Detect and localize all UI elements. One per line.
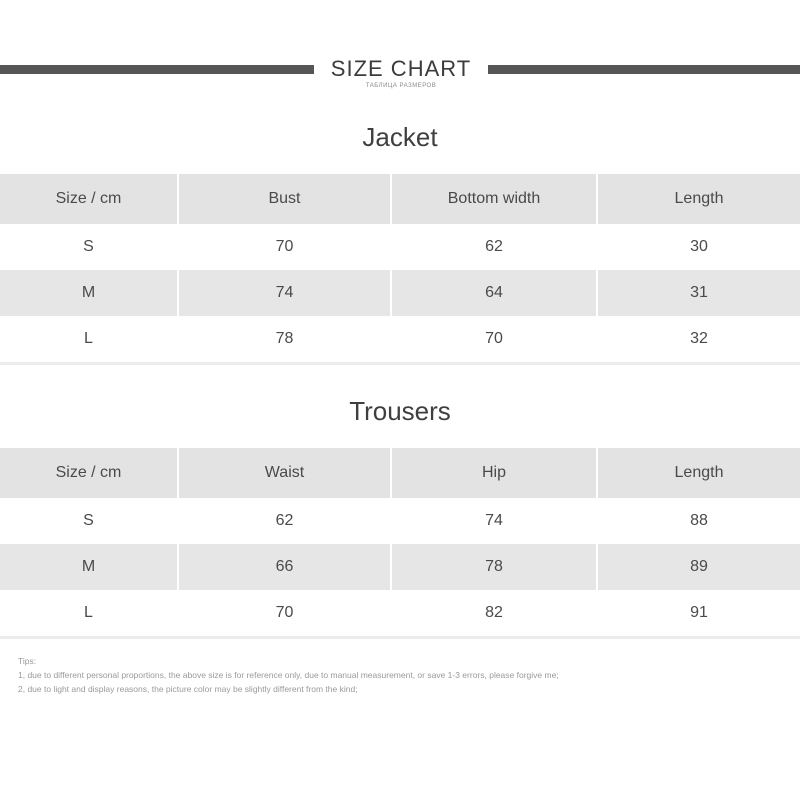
table-row <box>0 270 800 316</box>
size-cell: S <box>0 498 178 544</box>
trousers-size-table <box>0 448 800 639</box>
tips-line: 2, due to light and display reasons, the picture color may be slightly different from the kind; <box>18 684 358 694</box>
bottom-width-cell: 64 <box>391 270 597 316</box>
size-chart-header <box>0 56 800 96</box>
table-row <box>0 316 800 364</box>
size-cell: S <box>0 224 178 270</box>
hip-cell: 82 <box>391 590 597 638</box>
bust-cell: 78 <box>178 316 391 364</box>
column-header-size: Size / cm <box>0 448 178 498</box>
page-subtitle: ТАБЛИЦА РАЗМЕРОВ <box>365 83 437 89</box>
bust-cell: 74 <box>178 270 391 316</box>
bottom-width-cell: 70 <box>391 316 597 364</box>
table-row <box>0 590 800 638</box>
table-row <box>0 224 800 270</box>
column-header-waist: Waist <box>178 448 391 498</box>
column-header-length: Length <box>597 174 800 224</box>
hip-cell: 78 <box>391 544 597 590</box>
tips-heading: Tips: <box>18 656 37 666</box>
waist-cell: 62 <box>178 498 391 544</box>
table-row <box>0 498 800 544</box>
waist-cell: 70 <box>178 590 391 638</box>
table-header-row <box>0 448 800 498</box>
header-divider-left <box>0 65 314 74</box>
length-cell: 91 <box>597 590 800 638</box>
length-cell: 31 <box>597 270 800 316</box>
bottom-width-cell: 62 <box>391 224 597 270</box>
column-header-hip: Hip <box>391 448 597 498</box>
column-header-length: Length <box>597 448 800 498</box>
hip-cell: 74 <box>391 498 597 544</box>
table-row <box>0 544 800 590</box>
length-cell: 88 <box>597 498 800 544</box>
column-header-bust: Bust <box>178 174 391 224</box>
waist-cell: 66 <box>178 544 391 590</box>
header-divider-right <box>488 65 800 74</box>
length-cell: 89 <box>597 544 800 590</box>
bust-cell: 70 <box>178 224 391 270</box>
size-cell: L <box>0 590 178 638</box>
tips-line: 1, due to different personal proportions, the above size is for reference only, due to manual measurement, or save 1-3 errors, please forgive me; <box>18 670 559 680</box>
column-header-bottom-width: Bottom width <box>391 174 597 224</box>
size-cell: L <box>0 316 178 364</box>
table-header-row <box>0 174 800 224</box>
size-cell: M <box>0 270 178 316</box>
page-title: SIZE CHART <box>330 56 472 81</box>
jacket-size-table <box>0 174 800 365</box>
tips-note <box>18 654 788 696</box>
jacket-title: Jacket <box>362 122 438 152</box>
size-cell: M <box>0 544 178 590</box>
length-cell: 30 <box>597 224 800 270</box>
column-header-size: Size / cm <box>0 174 178 224</box>
trousers-title: Trousers <box>349 396 451 426</box>
length-cell: 32 <box>597 316 800 364</box>
